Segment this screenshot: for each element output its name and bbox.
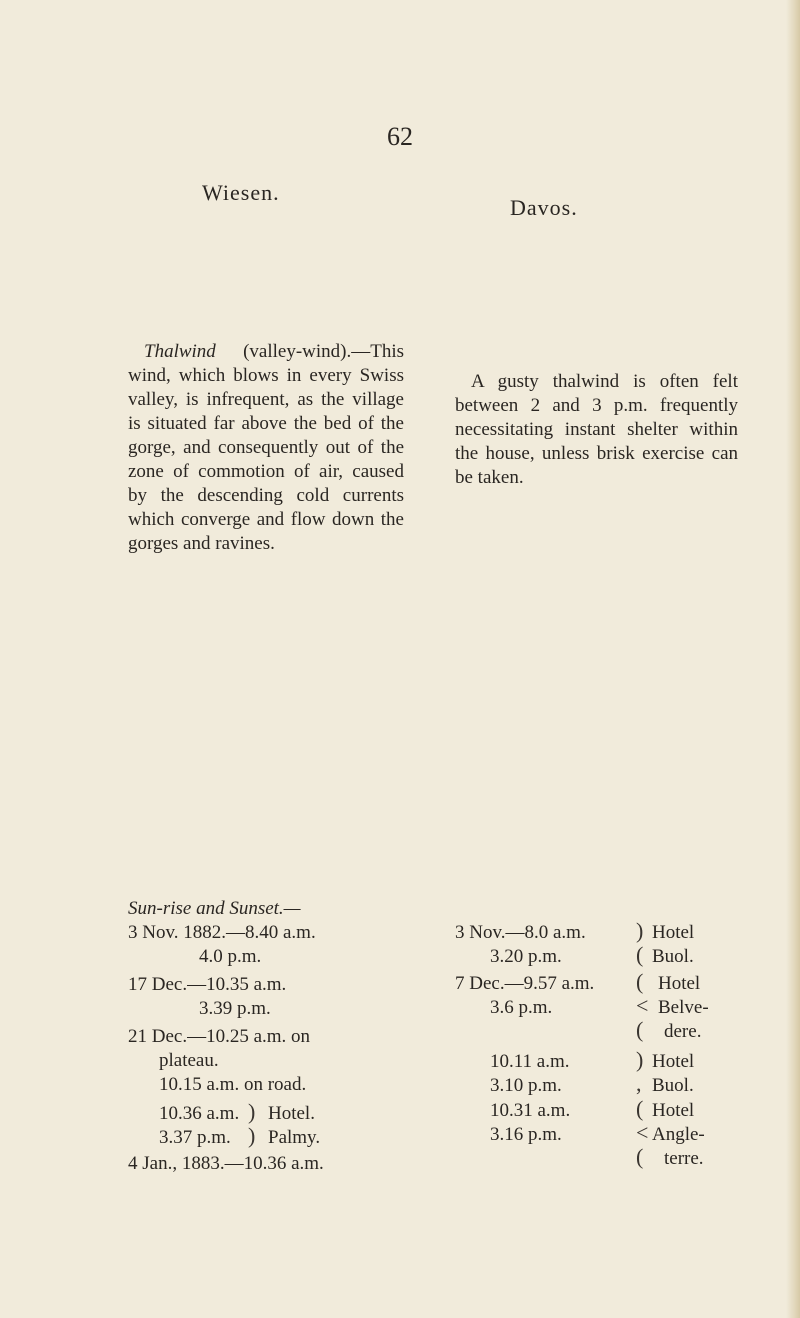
- hotel-name-line: terre.: [664, 1148, 704, 1169]
- sunset-line: 3.37 p.m.: [159, 1127, 231, 1148]
- thalwind-term: Thalwind: [144, 341, 216, 362]
- sunrise-line: 10.15 a.m. on road.: [159, 1074, 307, 1095]
- brace: (: [636, 1144, 644, 1169]
- hotel-name-line: Hotel: [652, 922, 695, 943]
- location-line: plateau.: [159, 1050, 219, 1071]
- brace: ,: [636, 1071, 642, 1096]
- sunrise-line: 3 Nov.—8.0 a.m.: [455, 922, 586, 943]
- sunset-line: 3.10 p.m.: [490, 1075, 562, 1096]
- sunset-line: 3.6 p.m.: [490, 997, 553, 1018]
- hotel-name-line: dere.: [664, 1021, 702, 1042]
- hotel-name-line: Hotel.: [268, 1103, 315, 1124]
- sunset-line: 4.0 p.m.: [199, 946, 262, 967]
- sunrise-line: 10.36 a.m.: [159, 1103, 240, 1124]
- sunset-line: 3.20 p.m.: [490, 946, 562, 967]
- hotel-name-line: Belve-: [658, 997, 709, 1018]
- sunset-line: 3.16 p.m.: [490, 1124, 562, 1145]
- heading-davos: Davos.: [510, 195, 578, 220]
- sunrise-line: 10.11 a.m.: [490, 1051, 570, 1072]
- sunrise-line: 4 Jan., 1883.—10.36 a.m.: [128, 1153, 324, 1174]
- hotel-name-line: Hotel: [652, 1051, 695, 1072]
- hotel-name-line: Angle-: [652, 1124, 705, 1145]
- page-edge-shadow: [786, 0, 800, 1318]
- thalwind-text: (valley-wind).—This wind, which blows in every Swiss valley, is infrequent, as the village is situated far above the bed of the gorge, and consequently out of the zone of commotion of air, caused by the descending cold currents which converge and flow down the gorges and ravines.: [128, 341, 404, 554]
- brace: <: [636, 1120, 649, 1145]
- heading-wiesen: Wiesen.: [202, 180, 280, 205]
- thalwind-paragraph-wiesen: [128, 340, 404, 556]
- brace-right-close: ): [248, 1099, 256, 1124]
- brace: (: [636, 1096, 644, 1121]
- brace: ): [636, 1047, 644, 1072]
- page-number: 62: [387, 122, 413, 151]
- hotel-name-line: Buol.: [652, 946, 694, 967]
- sunrise-line: 10.31 a.m.: [490, 1100, 571, 1121]
- brace: ): [636, 918, 644, 943]
- brace: <: [636, 993, 649, 1018]
- sunrise-line: 21 Dec.—10.25 a.m. on: [128, 1026, 311, 1047]
- brace: (: [636, 942, 644, 967]
- sunrise-line: 3 Nov. 1882.—8.40 a.m.: [128, 922, 316, 943]
- brace-right-close: ): [248, 1123, 256, 1148]
- hotel-name-line: Palmy.: [268, 1127, 321, 1148]
- hotel-name-line: Hotel: [652, 1100, 695, 1121]
- hotel-name-line: Buol.: [652, 1075, 694, 1096]
- thalwind-paragraph-davos: A gusty thalwind is often felt between 2 and 3 p.m. frequently necessitating instant shelter within the house, unless brisk exercise can be taken.: [455, 371, 738, 488]
- sunset-line: 3.39 p.m.: [199, 998, 271, 1019]
- sunrise-section-title: Sun-rise and Sunset.—: [128, 898, 301, 919]
- hotel-name-line: Hotel: [658, 973, 701, 994]
- brace: (: [636, 1017, 644, 1042]
- sunrise-line: 17 Dec.—10.35 a.m.: [128, 974, 287, 995]
- sunrise-line: 7 Dec.—9.57 a.m.: [455, 973, 595, 994]
- brace: (: [636, 969, 644, 994]
